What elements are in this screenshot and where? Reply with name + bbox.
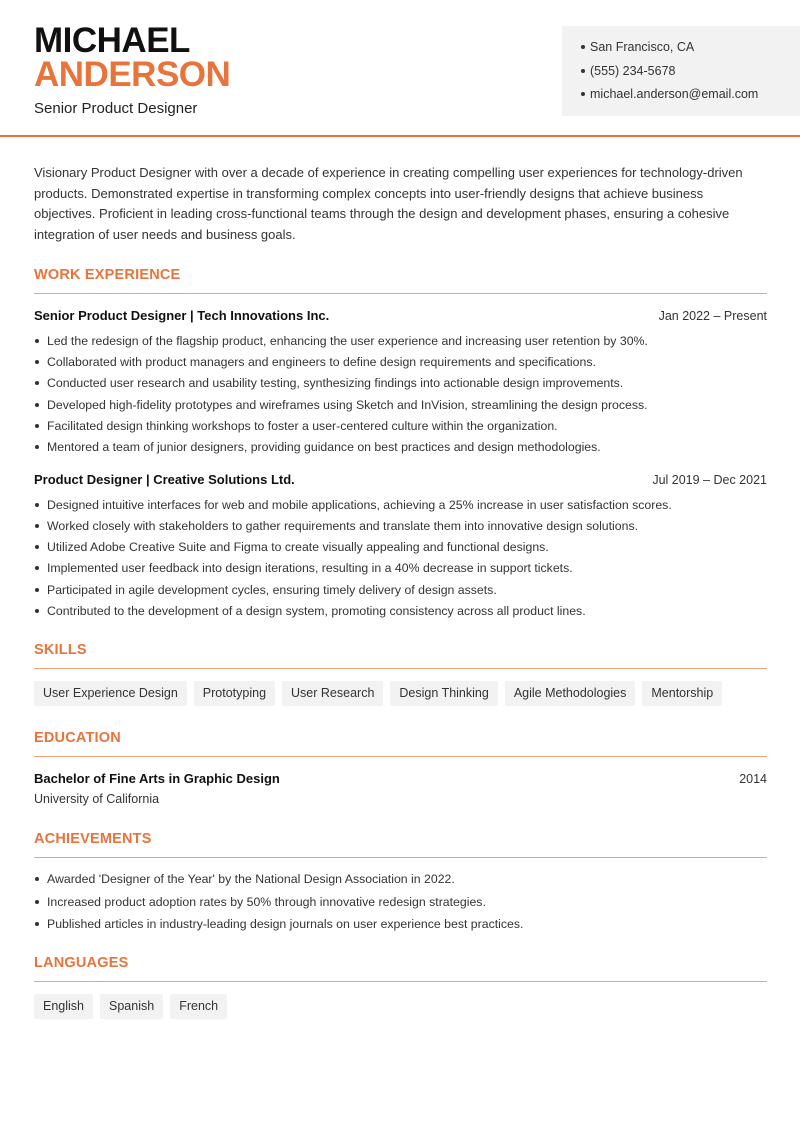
section-title: EDUCATION: [34, 730, 121, 747]
list-item: Designed intuitive interfaces for web and mobile applications, achieving a 25% increase in user satisfaction scores.: [34, 497, 767, 518]
skill-tag: User Experience Design: [34, 681, 187, 706]
job-bullets: [34, 333, 767, 461]
section-title: LANGUAGES: [34, 954, 129, 971]
skill-tag: Prototyping: [194, 681, 275, 706]
contact-phone: (555) 234-5678: [562, 63, 800, 87]
language-tag: English: [34, 994, 93, 1019]
language-tag: French: [170, 994, 227, 1019]
job-title: Senior Product Designer | Tech Innovations Inc.: [34, 307, 330, 323]
section-divider: [34, 668, 767, 669]
list-item: Led the redesign of the flagship product, enhancing the user experience and increasing user retention by 30%.: [34, 333, 767, 354]
achievements-section: [34, 831, 767, 939]
languages-section: [34, 955, 767, 1019]
list-item: Utilized Adobe Creative Suite and Figma to create visually appealing and functional designs.: [34, 539, 767, 560]
list-item: Collaborated with product managers and engineers to define design requirements and specifications.: [34, 354, 767, 375]
skills-tags: [34, 681, 767, 706]
list-item: Increased product adoption rates by 50% through innovative redesign strategies.: [34, 894, 767, 917]
education-year: 2014: [739, 772, 767, 787]
skill-tag: Mentorship: [642, 681, 722, 706]
contact-box: [562, 26, 800, 116]
list-item: Developed high-fidelity prototypes and wireframes using Sketch and InVision, streamlining the design process.: [34, 397, 767, 418]
first-name: MICHAEL: [34, 21, 190, 60]
skill-tag: Design Thinking: [390, 681, 497, 706]
job-bullets: [34, 497, 767, 625]
resume-body: [34, 163, 767, 1019]
skill-tag: User Research: [282, 681, 383, 706]
contact-location: San Francisco, CA: [562, 39, 800, 63]
contact-email[interactable]: michael.anderson@email.com: [562, 86, 800, 110]
list-item: Implemented user feedback into design iterations, resulting in a 40% decrease in support tickets.: [34, 560, 767, 581]
resume-header: [0, 0, 800, 137]
section-title: WORK EXPERIENCE: [34, 266, 181, 283]
education-section: [34, 730, 767, 806]
section-title: SKILLS: [34, 642, 87, 659]
profile-summary: Visionary Product Designer with over a decade of experience in creating compelling user experiences for technology-driven products. Demonstrated expertise in transforming complex concepts into user-friendly designs that achieve business objectives. Proficient in leading cross-functional teams through the design and development phases, ensuring a cohesive integration of user needs and business goals.: [34, 165, 743, 243]
list-item: Worked closely with stakeholders to gather requirements and translate them into innovative design solutions.: [34, 518, 767, 539]
list-item: Conducted user research and usability testing, synthesizing findings into actionable design improvements.: [34, 375, 767, 396]
section-divider: [34, 756, 767, 757]
role-title: Senior Product Designer: [34, 100, 198, 117]
list-item: Mentored a team of junior designers, providing guidance on best practices and design methodologies.: [34, 439, 767, 460]
work-experience-section: [34, 267, 767, 625]
education-header: [34, 771, 767, 786]
achievements-list: [34, 871, 767, 939]
list-item: Participated in agile development cycles, ensuring timely delivery of design assets.: [34, 582, 767, 603]
job-dates: Jul 2019 – Dec 2021: [652, 472, 767, 487]
job-header: [34, 308, 767, 323]
job-title: Product Designer | Creative Solutions Ltd.: [34, 471, 295, 487]
list-item: Facilitated design thinking workshops to foster a user-centered culture within the organization.: [34, 418, 767, 439]
list-item: Published articles in industry-leading design journals on user experience best practices.: [34, 916, 767, 939]
list-item: Awarded 'Designer of the Year' by the National Design Association in 2022.: [34, 871, 767, 894]
language-tag: Spanish: [100, 994, 163, 1019]
skills-section: [34, 642, 767, 706]
education-degree: Bachelor of Fine Arts in Graphic Design: [34, 771, 280, 787]
job-header: [34, 472, 767, 487]
education-entry: [34, 771, 767, 806]
section-title: ACHIEVEMENTS: [34, 831, 152, 848]
section-divider: [34, 981, 767, 982]
section-divider: [34, 293, 767, 294]
education-school: University of California: [34, 792, 160, 807]
section-divider: [34, 857, 767, 858]
list-item: Contributed to the development of a design system, promoting consistency across all product lines.: [34, 603, 767, 624]
last-name: ANDERSON: [34, 55, 231, 94]
job-entry: [34, 308, 767, 461]
job-entry: [34, 472, 767, 625]
job-dates: Jan 2022 – Present: [658, 308, 767, 323]
skill-tag: Agile Methodologies: [505, 681, 636, 706]
language-tags: [34, 994, 767, 1019]
